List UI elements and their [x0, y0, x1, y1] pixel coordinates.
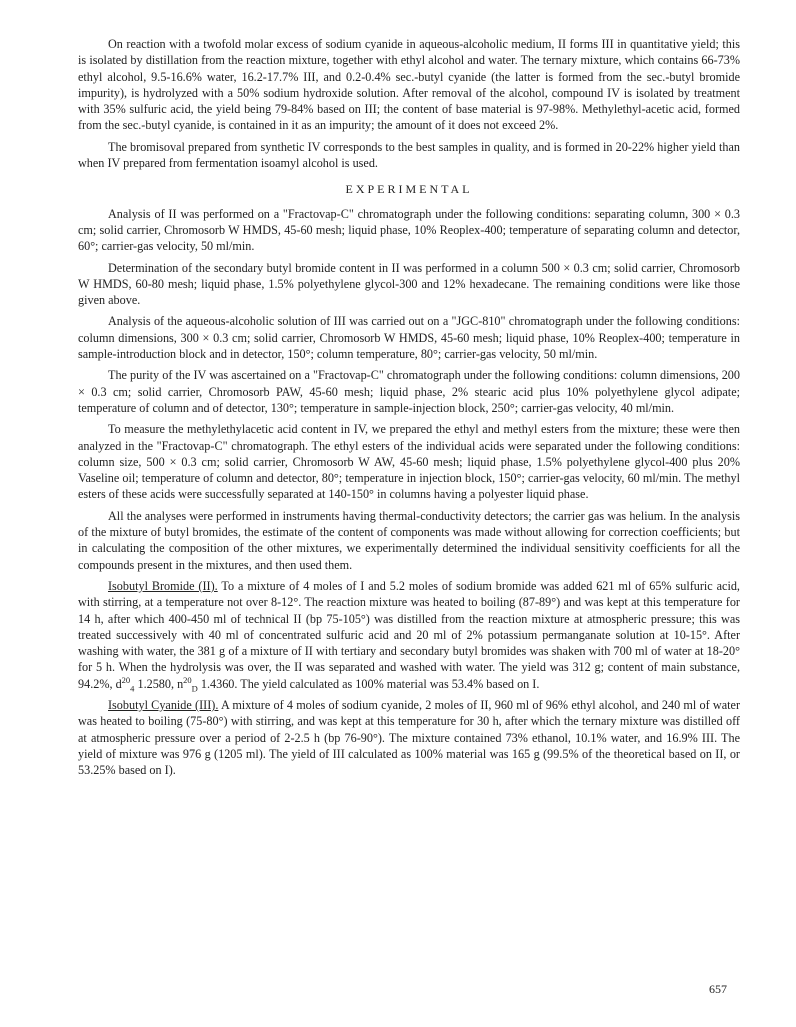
isobutyl-bromide-body-end: 1.4360. The yield calculated as 100% material was 53.4% based on I.	[197, 676, 540, 691]
isobutyl-cyanide-paragraph	[78, 697, 740, 778]
experimental-paragraph: Analysis of II was performed on a "Fractovap-C" chromatograph under the following conditions: separating column, 300 × 0.3 cm; solid carrier, Chromosorb W HMDS, 45-60 mesh; liquid phase, 10% Reoplex-400; temperature of separating column and detector, 60°; carrier-gas velocity, 50 ml/min.	[78, 206, 740, 254]
experimental-paragraph: Analysis of the aqueous-alcoholic solution of III was carried out on a "JGC-810" chromatograph under the following conditions: column dimensions, 300 × 0.3 cm; solid carrier, Chromosorb W HMDS, 45-60 mesh; liquid phase, 10% Reoplex-400; temperature in sample-introduction block and in detector, 150°; column temperature, 80°; carrier-gas velocity, 50 ml/min.	[78, 314, 740, 362]
isobutyl-bromide-heading: Isobutyl Bromide (II).	[108, 578, 218, 593]
intro-paragraph: The bromisoval prepared from synthetic IV corresponds to the best samples in quality, and is formed in 20-22% higher yield than when IV prepared from fermentation isoamyl alcohol is used.	[78, 139, 740, 171]
article-page	[78, 36, 740, 783]
density-superscript: 20	[121, 674, 131, 685]
experimental-paragraph: All the analyses were performed in instruments having thermal-conductivity detectors; the carrier gas was helium. In the analysis of the mixture of butyl bromides, the estimate of the content of components was made without allowing for correction coefficients; but in calculating the composition of the other mixtures, we experimentally determined the individual sensitivity coefficients for all the compounds present in the mixtures, and then used them.	[78, 508, 740, 572]
refraction-superscript: 20	[183, 674, 192, 685]
intro-paragraph: On reaction with a twofold molar excess of sodium cyanide in aqueous-alcoholic medium, II forms III in quantitative yield; this is isolated by distillation from the reaction mixture, together with ethyl alcohol and water. The ternary mixture, which contains 66-73% ethyl alcohol, 9.5-16.6% water, 16.2-17.7% III, and 0.2-0.4% sec.-butyl cyanide (the latter is formed from the sec.-butyl bromide impurity), is hydrolyzed with a 50% sodium hydroxide solution. After removal of the alcohol, compound IV is isolated by treatment with 35% sulfuric acid, the yield being 79-84% based on III; the content of base material is 97-98%. Methylethyl-acetic acid, formed from the sec.-butyl cyanide, is contained in it as an impurity; the amount of it does not exceed 2%.	[78, 37, 740, 133]
isobutyl-cyanide-body: A mixture of 4 moles of sodium cyanide, 2 moles of II, 960 ml of 96% ethyl alcohol, and 240 ml of water was heated to boiling (75-80°) with stirring, and was kept at this temperature for 30 h, after which the ternary mixture was distilled off at atmospheric pressure over a period of 2-2.5 h (bp 76-90°). The mixture contained 73% ethanol, 10.1% water, and 16.9% III. The yield of mixture was 976 g (1205 ml). The yield of III calculated as 100% material was 165 g (99.5% of the theoretical based on II, or 53.25% based on I).	[78, 697, 740, 778]
experimental-paragraph: The purity of the IV was ascertained on a "Fractovap-C" chromatograph under the following conditions: column dimensions, 200 × 0.3 cm; solid carrier, Chromosorb PAW, 45-60 mesh; liquid phase, 2% stearic acid plus 10% polyethylene glycol adipate; temperature of column and of detector, 130°; temperature in sample-injection block, 250°; carrier-gas velocity, 40 ml/min.	[78, 368, 740, 415]
density-value: 1.2580, n	[134, 676, 184, 691]
experimental-paragraph: Determination of the secondary butyl bromide content in II was performed in a column 500 × 0.3 cm; solid carrier, Chromosorb W HMDS, 60-80 mesh; liquid phase, 1.5% polyethylene glycol-300 and 12% hexadecane. The remaining conditions were like those given above.	[78, 260, 740, 308]
refraction-subscript: D	[191, 683, 198, 694]
isobutyl-bromide-paragraph	[78, 578, 740, 692]
density-subscript: 4	[130, 683, 135, 694]
experimental-paragraph: To measure the methylethylacetic acid content in IV, we prepared the ethyl and methyl esters from the mixture; these were then analyzed in the "Fractovap-C" chromatograph. The ethyl esters of the individual acids were separated under the following conditions: column size, 500 × 0.3 cm; solid carrier, Chromosorb W AW, 45-60 mesh; liquid phase, 1.5% polyethylene glycol-400 plus 20% Vaseline oil; temperature of column and detector, 80°; temperature in injection block, 150°; carrier-gas velocity, 60 ml/min. The methyl esters of these acids were successfully separated at 140-150° in columns having a polyester liquid phase.	[78, 422, 740, 502]
section-title: EXPERIMENTAL	[345, 182, 473, 197]
isobutyl-cyanide-heading: Isobutyl Cyanide (III).	[108, 697, 219, 712]
page-number: 657	[709, 982, 727, 996]
isobutyl-bromide-body: To a mixture of 4 moles of I and 5.2 moles of sodium bromide was added 621 ml of 65% sulfuric acid, with stirring, at a temperature not over 8-12°. The reaction mixture was heated to boiling (87-89°) and was kept at this temperature for 14 h, after which 400-450 ml of technical II (bp 75-105°) was distilled from the reaction mixture at atmospheric pressure; this was treated successively with 40 ml of concentrated sulfuric acid and 20 ml of 2% potassium permanganate solution at 10-15°. After washing with water, the 381 g of a mixture of II with tertiary and secondary butyl bromides was shaken with 700 ml of water at 18-20° for 5 h. When the hydrolysis was over, the II was separated and washed with water. The yield was 312 g; content of main substance, 94.2%, d	[78, 578, 740, 691]
